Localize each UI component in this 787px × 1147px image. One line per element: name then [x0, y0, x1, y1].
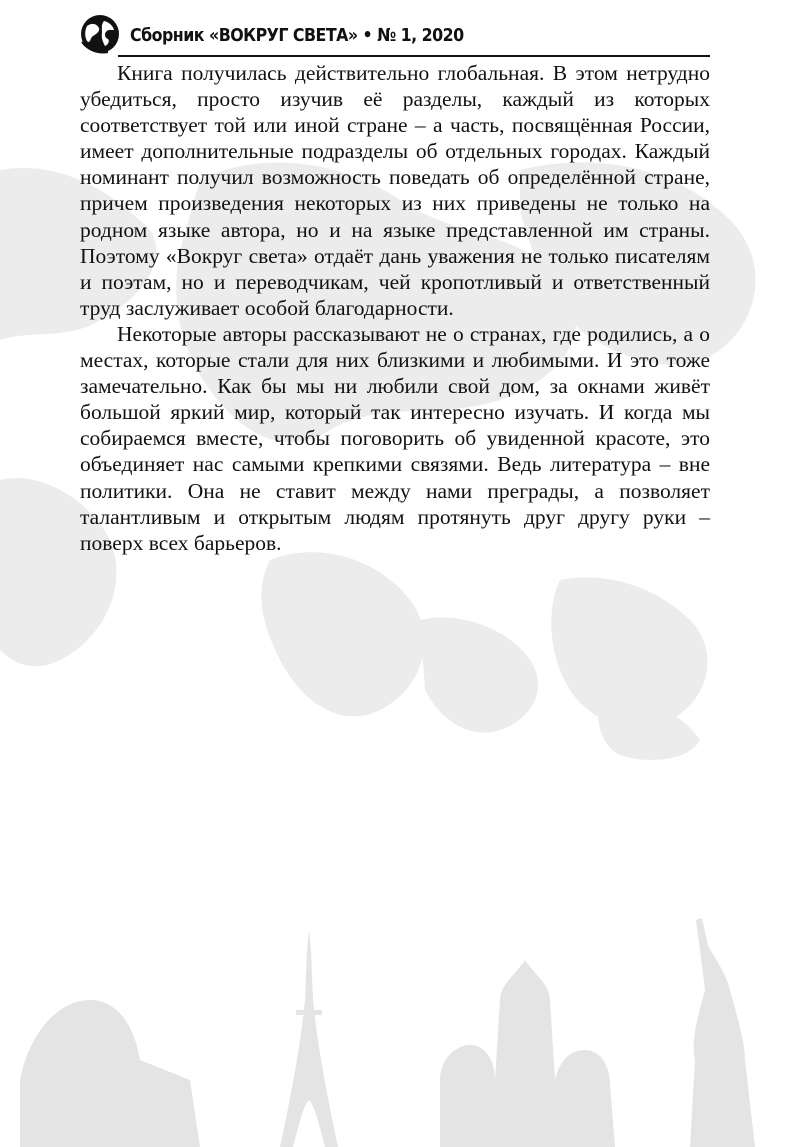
page-header [78, 8, 710, 54]
article-body [80, 60, 710, 556]
header-divider [118, 55, 710, 57]
paragraph: Книга получилась действительно глобальная. В этом нетрудно убедиться, просто изучив её разделы, каждый из которых соответствует той или иной стране – а часть, посвящённая России, имеет дополнительные подразделы об отдельных городах. Каждый номинант получил возможность поведать об определённой стране, причем произведения некоторых из них приведены не только на родном языке автора, но и на языке представленной им страны. Поэтому «Вокруг света» отдаёт дань уважения не только писателям и поэтам, но и переводчикам, чей кропотливый и ответственный труд заслуживает особой благодарности. [80, 61, 710, 320]
page-title: Сборник «ВОКРУГ СВЕТА» • № 1, 2020 [130, 25, 464, 46]
paragraph: Некоторые авторы рассказывают не о странах, где родились, а о местах, которые стали для них близкими и любимыми. И это тоже замечательно. Как бы мы ни любили свой дом, за окнами живёт большой яркий мир, который так интересно изучать. И когда мы собираемся вместе, чтобы поговорить об увиденной красоте, это объединяет нас самыми крепкими связями. Ведь литература – вне политики. Она не ставит между нами преграды, а позволяет талантливым и открытым людям протянуть друг другу руки – поверх всех барьеров. [80, 321, 710, 555]
landmarks-watermark [20, 918, 755, 1147]
globe-icon [78, 12, 122, 56]
